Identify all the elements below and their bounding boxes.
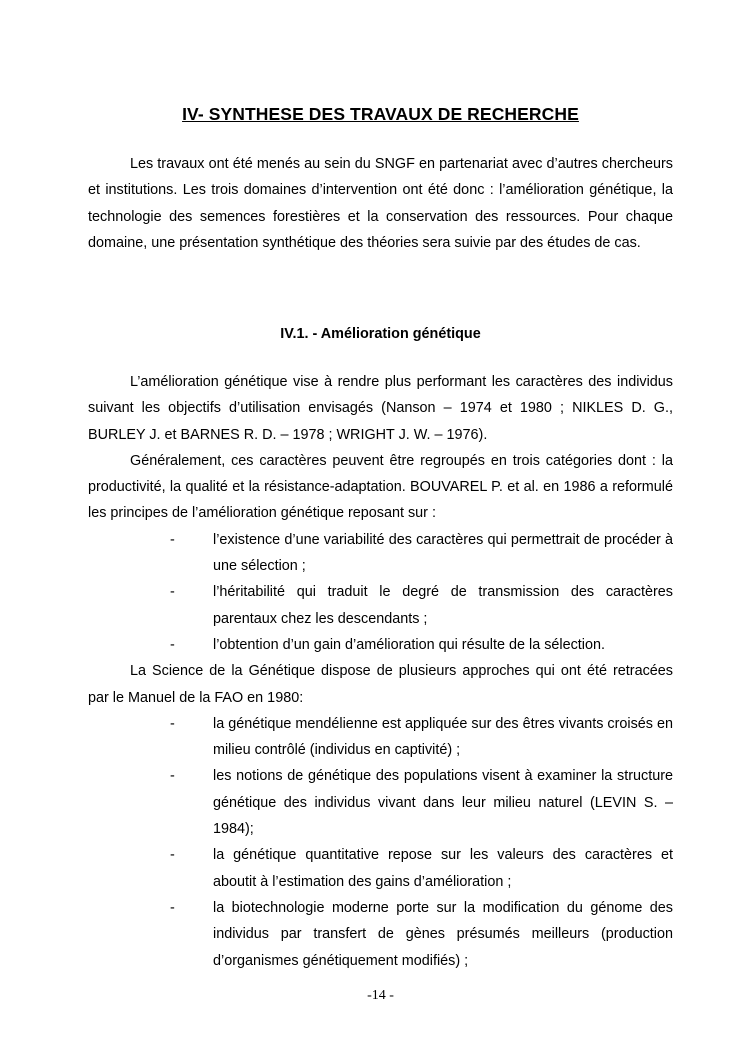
paragraph-definition: L’amélioration génétique vise à rendre plus performant les caractères des individus suivant les objectifs d’utilisation envisagés (Nanson – 1974 et 1980 ; NIKLES D. G., BURLEY J. et BARNES R. D. – 1978 ; WRIGHT J. W. – 1976).	[88, 374, 673, 443]
intro-block	[88, 151, 673, 256]
document-page	[88, 0, 673, 1053]
bullet-dash: -	[170, 584, 175, 601]
section-body	[88, 369, 673, 974]
bullet-dash: -	[170, 899, 175, 916]
bullet-dash: -	[170, 847, 175, 864]
bullet-dash: -	[170, 636, 175, 653]
list-item	[88, 527, 673, 580]
list-item-text: l’héritabilité qui traduit le degré de transmission des caractères parentaux chez les descendants ;	[213, 584, 673, 627]
section-heading: IV.1. - Amélioration génétique	[280, 326, 481, 342]
bullet-dash: -	[170, 531, 175, 548]
intro-paragraph: Les travaux ont été menés au sein du SNGF en partenariat avec d’autres chercheurs et institutions. Les trois domaines d’intervention ont été donc : l’amélioration génétique, la technologie des semences forestières et la conservation des ressources. Pour chaque domaine, une présentation synthétique des théories sera suivie par des études de cas.	[88, 156, 673, 251]
list-item	[88, 763, 673, 842]
approaches-list	[88, 711, 673, 974]
list-item	[88, 579, 673, 632]
list-item-text: les notions de génétique des populations visent à examiner la structure génétique des individus vivant dans leur milieu naturel (LEVIN S. – 1984);	[213, 768, 673, 838]
paragraph-approaches: La Science de la Génétique dispose de plusieurs approches qui ont été retracées par le Manuel de la FAO en 1980:	[88, 663, 673, 706]
list-item-text: l’existence d’une variabilité des caractères qui permettrait de procéder à une sélection ;	[213, 531, 673, 575]
paragraph-categories: Généralement, ces caractères peuvent être regroupés en trois catégories dont : la productivité, la qualité et la résistance-adaptation. BOUVAREL P. et al. en 1986 a reformulé les principes de l’amélioration génétique reposant sur :	[88, 452, 673, 522]
list-item	[88, 632, 673, 658]
page-number: -14 -	[367, 988, 394, 1003]
bullet-dash: -	[170, 768, 175, 785]
list-item-text: l’obtention d’un gain d’amélioration qui résulte de la sélection.	[213, 636, 605, 653]
list-item	[88, 895, 673, 974]
list-item-text: la biotechnologie moderne porte sur la modification du génome des individus par transfert de gènes présumés meilleurs (production d’organismes génétiquement modifiés) ;	[213, 899, 673, 969]
page-title: IV- SYNTHESE DES TRAVAUX DE RECHERCHE	[182, 104, 579, 124]
principles-list	[88, 527, 673, 658]
list-item	[88, 711, 673, 764]
list-item-text: la génétique mendélienne est appliquée sur des êtres vivants croisés en milieu contrôlé (individus en captivité) ;	[213, 715, 673, 759]
bullet-dash: -	[170, 715, 175, 732]
list-item	[88, 842, 673, 895]
list-item-text: la génétique quantitative repose sur les valeurs des caractères et aboutit à l’estimation des gains d’amélioration ;	[213, 847, 673, 890]
